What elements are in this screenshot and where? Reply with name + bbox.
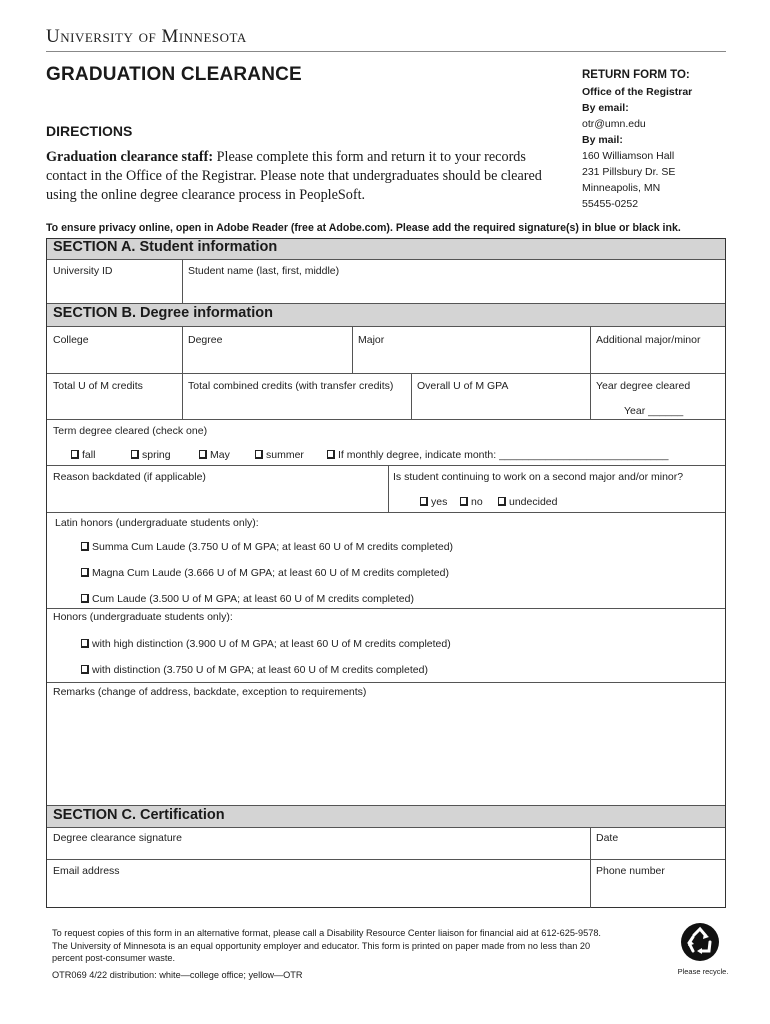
term-summer-checkbox[interactable]: summer bbox=[255, 449, 304, 461]
remarks-field[interactable]: Remarks (change of address, backdate, exception to requirements) bbox=[53, 686, 367, 698]
opt-yes-checkbox[interactable]: yes bbox=[420, 496, 447, 508]
high-distinction-checkbox[interactable]: with high distinction (3.900 U of M GPA; at least 60 U of M credits completed) bbox=[81, 638, 451, 650]
year-cleared-label: Year degree cleared bbox=[596, 380, 691, 392]
term-may-checkbox[interactable]: May bbox=[199, 449, 230, 461]
distinction-checkbox[interactable]: with distinction (3.750 U of M GPA; at least 60 U of M credits completed) bbox=[81, 664, 428, 676]
footer-line-3: percent post-consumer waste. bbox=[52, 953, 176, 963]
major-field[interactable]: Major bbox=[358, 334, 385, 346]
form-title: GRADUATION CLEARANCE bbox=[46, 64, 302, 85]
return-address-2: 231 Pillsbury Dr. SE bbox=[582, 166, 676, 178]
divider bbox=[47, 419, 725, 420]
checkbox-icon bbox=[71, 450, 79, 459]
second-major-question: Is student continuing to work on a second major and/or minor? bbox=[393, 471, 684, 483]
degree-field[interactable]: Degree bbox=[188, 334, 223, 346]
term-label: Term degree cleared (check one) bbox=[53, 425, 208, 437]
form-table bbox=[46, 238, 726, 908]
section-a-header: SECTION A. Student information bbox=[47, 239, 725, 260]
return-heading: RETURN FORM TO: bbox=[582, 69, 690, 81]
form-code: OTR069 4/22 distribution: white—college office; yellow—OTR bbox=[52, 970, 303, 980]
directions-text bbox=[46, 148, 566, 205]
section-b-header: SECTION B. Degree information bbox=[47, 304, 725, 327]
return-email[interactable]: otr@umn.edu bbox=[582, 118, 646, 130]
checkbox-icon bbox=[327, 450, 335, 459]
checkbox-icon bbox=[81, 568, 89, 577]
return-mail-label: By mail: bbox=[582, 134, 623, 146]
checkbox-icon bbox=[460, 497, 468, 506]
divider bbox=[47, 512, 725, 513]
header-rule bbox=[46, 51, 726, 52]
checkbox-icon bbox=[81, 542, 89, 551]
directions-lead: Graduation clearance staff: bbox=[46, 149, 214, 165]
divider bbox=[47, 608, 725, 609]
divider bbox=[411, 373, 412, 419]
latin-honors-label: Latin honors (undergraduate students only): bbox=[55, 517, 259, 529]
return-address-4: 55455-0252 bbox=[582, 198, 639, 210]
checkbox-icon bbox=[199, 450, 207, 459]
total-credits-field[interactable]: Total U of M credits bbox=[53, 380, 143, 392]
magna-checkbox[interactable]: Magna Cum Laude (3.666 U of M GPA; at least 60 U of M credits completed) bbox=[81, 567, 449, 579]
return-address-3: Minneapolis, MN bbox=[582, 182, 661, 194]
honors-label: Honors (undergraduate students only): bbox=[53, 611, 233, 623]
summa-checkbox[interactable]: Summa Cum Laude (3.750 U of M GPA; at least 60 U of M credits completed) bbox=[81, 541, 453, 553]
student-name-field[interactable]: Student name (last, first, middle) bbox=[188, 265, 340, 277]
divider bbox=[590, 828, 591, 908]
divider bbox=[47, 859, 725, 860]
reason-backdated-field[interactable]: Reason backdated (if applicable) bbox=[53, 471, 206, 483]
divider bbox=[47, 465, 725, 466]
opt-no-checkbox[interactable]: no bbox=[460, 496, 483, 508]
return-email-label: By email: bbox=[582, 102, 629, 114]
footer-line-1: To request copies of this form in an alternative format, please call a Disability Resource Center liaison for financial aid at 612-625-9578. bbox=[52, 928, 601, 938]
recycle-icon bbox=[680, 922, 720, 962]
checkbox-icon bbox=[420, 497, 428, 506]
return-form-to bbox=[582, 67, 732, 212]
divider bbox=[352, 327, 353, 373]
signature-field[interactable]: Degree clearance signature bbox=[53, 832, 182, 844]
additional-major-field[interactable]: Additional major/minor bbox=[596, 334, 701, 346]
return-address-1: 160 Williamson Hall bbox=[582, 150, 675, 162]
return-office: Office of the Registrar bbox=[582, 86, 693, 98]
privacy-note: To ensure privacy online, open in Adobe Reader (free at Adobe.com). Please add the required signature(s) in blue or black ink. bbox=[46, 222, 681, 234]
email-field[interactable]: Email address bbox=[53, 865, 120, 877]
checkbox-icon bbox=[131, 450, 139, 459]
directions-body: Please complete this form and return it to your records contact in the Office of the Registrar. Please note that undergraduates should be cleared using the online degree clearance process in PeopleSoft. bbox=[46, 149, 542, 203]
opt-undecided-checkbox[interactable]: undecided bbox=[498, 496, 557, 508]
checkbox-icon bbox=[81, 665, 89, 674]
directions-heading: DIRECTIONS bbox=[46, 123, 133, 139]
checkbox-icon bbox=[81, 594, 89, 603]
term-monthly-checkbox[interactable]: If monthly degree, indicate month: _____________________________ bbox=[327, 449, 668, 461]
divider bbox=[182, 260, 183, 303]
term-fall-checkbox[interactable]: fall bbox=[71, 449, 95, 461]
recycle-label: Please recycle. bbox=[677, 967, 729, 976]
combined-credits-field[interactable]: Total combined credits (with transfer credits) bbox=[188, 380, 394, 392]
cum-laude-checkbox[interactable]: Cum Laude (3.500 U of M GPA; at least 60 U of M credits completed) bbox=[81, 593, 414, 605]
university-id-field[interactable]: University ID bbox=[53, 265, 113, 277]
term-spring-checkbox[interactable]: spring bbox=[131, 449, 171, 461]
checkbox-icon bbox=[255, 450, 263, 459]
checkbox-icon bbox=[81, 639, 89, 648]
footer-line-2: The University of Minnesota is an equal opportunity employer and educator. This form is printed on paper made from no less than 20 bbox=[52, 940, 591, 951]
date-field[interactable]: Date bbox=[596, 832, 619, 844]
section-c-header: SECTION C. Certification bbox=[47, 806, 725, 828]
phone-field[interactable]: Phone number bbox=[596, 865, 665, 877]
year-cleared-field[interactable]: Year ______ bbox=[624, 405, 684, 417]
divider bbox=[388, 465, 389, 512]
college-field[interactable]: College bbox=[53, 334, 89, 346]
overall-gpa-field[interactable]: Overall U of M GPA bbox=[417, 380, 509, 392]
checkbox-icon bbox=[498, 497, 506, 506]
university-wordmark: University of Minnesota bbox=[46, 26, 247, 47]
divider bbox=[47, 373, 725, 374]
divider bbox=[47, 682, 725, 683]
footer-notes bbox=[52, 927, 672, 965]
